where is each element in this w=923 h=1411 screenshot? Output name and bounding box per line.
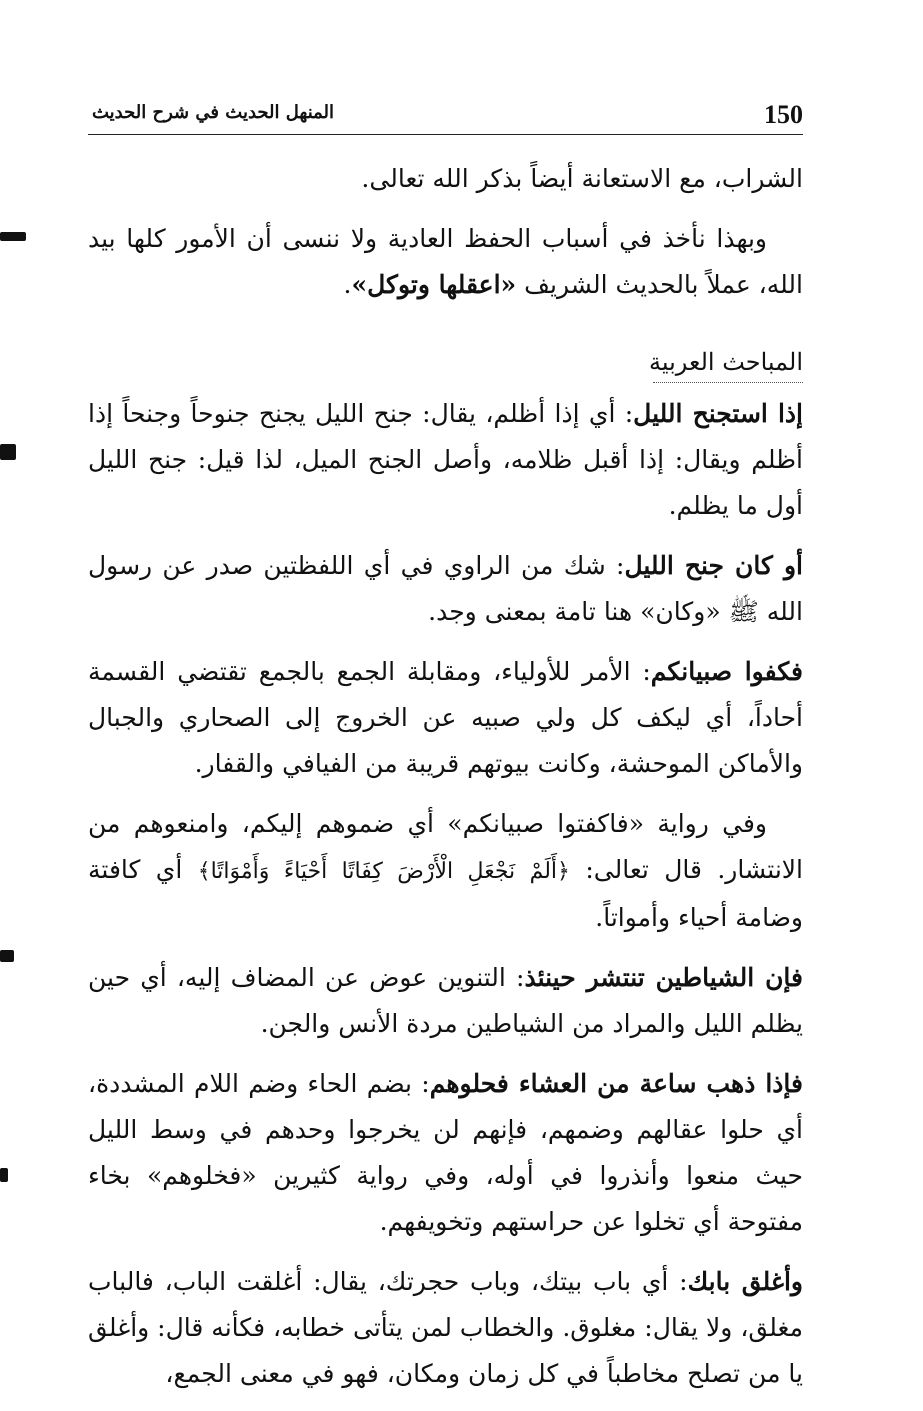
entry-text: : شك من الراوي في أي اللفظتين صدر عن رسول الله ﷺ «وكان» هنا تامة بمعنى وجد. <box>88 551 803 626</box>
section-rule <box>653 382 803 383</box>
entry: وفي رواية «فاكفتوا صبيانكم» أي ضموهم إليكم، وامنعوهم من الانتشار. قال تعالى: ﴿أَلَمْ نَجْعَلِ الْأَرْضَ كِفَاتًا أَحْيَاءً وَأَمْوَاتًا﴾ أي كافتة وضامة أحياء وأمواتاً. <box>88 809 803 932</box>
section-title: المباحث العربية <box>648 348 803 376</box>
entry <box>88 543 803 635</box>
entry <box>88 391 803 529</box>
running-title: المنهل الحديث في شرح الحديث <box>92 102 335 123</box>
margin-mark <box>0 950 14 962</box>
page-number: 150 <box>764 100 803 129</box>
entry <box>88 955 803 1047</box>
page-body <box>88 156 803 1411</box>
quran-verse: ﴿أَلَمْ نَجْعَلِ الْأَرْضَ كِفَاتًا أَحْيَاءً وَأَمْوَاتًا﴾ <box>197 859 570 884</box>
paragraph: وبهذا نأخذ في أسباب الحفظ العادية ولا ننسى أن الأمور كلها بيد الله، عملاً بالحديث الشريف «اعقلها وتوكل». <box>88 224 803 299</box>
entry <box>88 1061 803 1245</box>
entry-text: : أي باب بيتك، وباب حجرتك، يقال: أغلقت الباب، فالباب مغلق، ولا يقال: مغلوق. والخطاب لمن يتأتى خطابه، فكأنه قال: وأغلق يا من تصلح مخاطباً في كل زمان ومكان، فهو في معنى الجمع، <box>88 1267 803 1388</box>
margin-mark <box>0 1168 8 1182</box>
entry-term: فإذا ذهب ساعة من العشاء فحلوهم <box>429 1069 803 1098</box>
entry <box>88 1259 803 1397</box>
paragraph: الشراب، مع الاستعانة أيضاً بذكر الله تعالى. <box>361 164 803 193</box>
entry <box>88 649 803 787</box>
margin-mark <box>0 232 26 241</box>
entry-text: : أي إذا أظلم، يقال: جنح الليل يجنح جنوحاً وجنحاً إذا أظلم ويقال: إذا أقبل ظلامه، وأصل الجنح الميل، لذا قيل: جنح الليل أول ما يظلم. <box>88 399 803 520</box>
entry-term: فكفوا صبيانكم <box>650 657 803 686</box>
header-rule <box>88 134 803 135</box>
entry-term: أو كان جنح الليل <box>624 551 803 580</box>
entry-text: : الأمر للأولياء، ومقابلة الجمع بالجمع تقتضي القسمة أحاداً، أي ليكف كل ولي صبيه عن الخروج إلى الصحاري والجبال والأماكن الموحشة، وكانت بيوتهم قريبة من الفيافي والقفار. <box>88 657 803 778</box>
hadith-quote: «اعقلها وتوكل» <box>351 270 517 299</box>
entry-text: : بضم الحاء وضم اللام المشددة، أي حلوا عقالهم وضمهم، فإنهم لن يخرجوا وحدهم في وسط الليل حيث منعوا وأنذروا في أوله، وفي رواية كثيرين «فخلوهم» بخاء مفتوحة أي تخلوا عن حراستهم وتخويفهم. <box>88 1069 803 1236</box>
entry-term: إذا استجنح الليل <box>633 399 803 428</box>
margin-mark <box>0 444 16 460</box>
entry-term: وأغلق بابك <box>687 1267 803 1296</box>
entry-term: فإن الشياطين تنتشر حينئذ <box>524 963 803 992</box>
entry-text: : التنوين عوض عن المضاف إليه، أي حين يظلم الليل والمراد من الشياطين مردة الأنس والجن. <box>88 963 803 1038</box>
